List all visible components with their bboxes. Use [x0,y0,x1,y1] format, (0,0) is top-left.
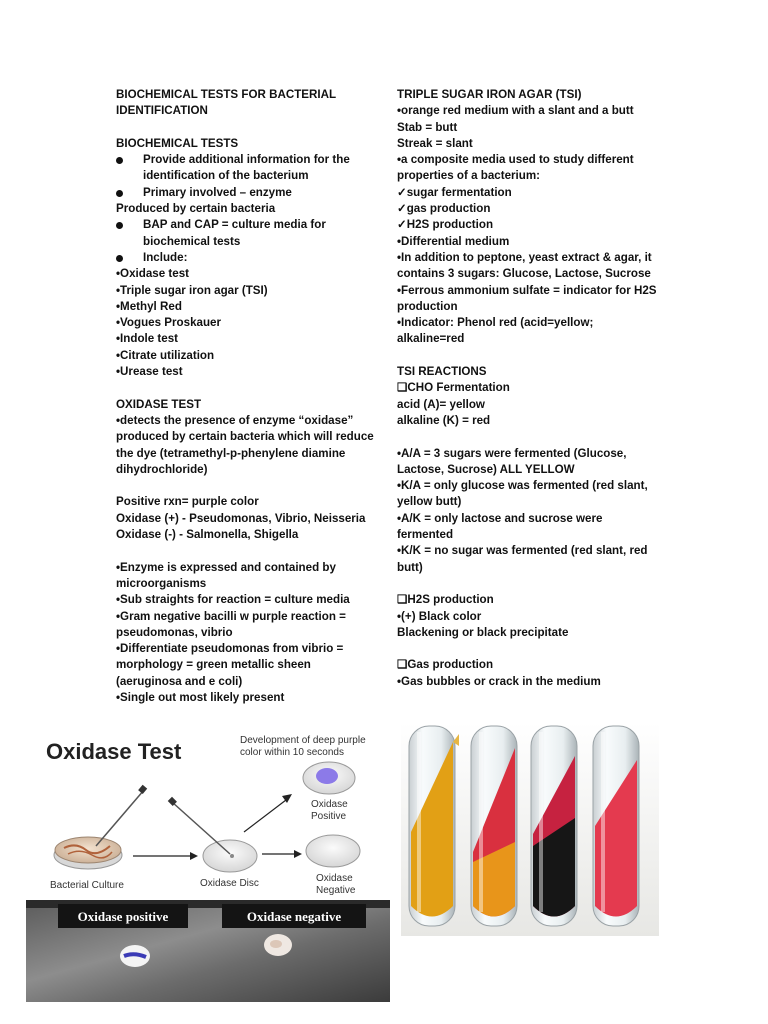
note-item: •Gram negative bacilli w purple reaction = pseudomonas, vibrio [116,609,346,639]
figure-title: Oxidase Test [46,739,182,764]
text-line: •Ferrous ammonium sulfate = indicator for H2S production [397,283,657,313]
subheading-cho: ❑CHO Fermentation [397,381,510,395]
test-item: •Oxidase test [116,267,190,281]
left-column [116,87,378,706]
bullet-icon [116,255,123,262]
list-item: Primary involved – enzyme [116,185,378,201]
bullet-icon [116,157,123,164]
reaction-item: •K/A = only glucose was fermented (red slant, yellow butt) [397,479,648,509]
list-item: Provide additional information for the identification of the bacterium [116,152,378,185]
photo-label-negative: Oxidase negative [246,909,342,924]
label-oxidase-positive-2: Positive [311,811,347,822]
section-heading-biochemical-tests: BIOCHEMICAL TESTS [116,136,239,150]
tube-k-a [471,726,517,926]
reaction-item: •A/A = 3 sugars were fermented (Glucose, Lactose, Sucrose) ALL YELLOW [397,446,627,476]
section-heading-tsi-reactions: TSI REACTIONS [397,365,487,379]
text-line: Oxidase (+) - Pseudomonas, Vibrio, Neisseria [116,511,366,525]
check-item: ✓gas production [397,202,491,216]
label-oxidase-positive-1: Oxidase [311,799,348,810]
test-item: •Methyl Red [116,299,182,313]
note-item: •Single out most likely present [116,690,285,704]
text-line: Stab = butt [397,120,458,134]
section-heading-oxidase-test: OXIDASE TEST [116,397,202,411]
bullet-icon [116,190,123,197]
petri-dish-icon [54,837,122,869]
text-line: alkaline (K) = red [397,413,491,427]
negative-disc-photo [264,934,292,956]
list-item: BAP and CAP = culture media for biochemical tests [116,217,378,250]
figure-note-2: color within 10 seconds [240,747,344,758]
test-item: •Citrate utilization [116,348,215,362]
negative-disc-icon [306,835,360,867]
subheading-h2s: ❑H2S production [397,593,494,607]
label-oxidase-disc: Oxidase Disc [200,878,259,889]
reaction-item: •K/K = no sugar was fermented (red slant, red butt) [397,544,648,574]
loop-icon [96,790,144,846]
check-item: ✓H2S production [397,218,494,232]
text-line: •In addition to peptone, yeast extract & agar, it contains 3 sugars: Glucose, Lactose, Sucrose [397,250,652,281]
test-item: •Urease test [116,365,183,379]
list-item: Include: [116,250,378,266]
note-item: •Sub straights for reaction = culture media [116,593,350,607]
text-line: •orange red medium with a slant and a butt [397,104,634,118]
test-item: •Vogues Proskauer [116,316,222,330]
doc-title-line-1: BIOCHEMICAL TESTS FOR BACTERIAL [116,88,337,101]
text-line: •a composite media used to study different properties of a bacterium: [397,153,634,183]
text-paragraph: •detects the presence of enzyme “oxidase” produced by certain bacteria which will reduce the dye (tetramethyl-p-phenylene diamine dihydrochloride) [116,413,374,476]
text-line: acid (A)= yellow [397,397,485,411]
text-line: Produced by certain bacteria [116,202,276,216]
text-line: •Indicator: Phenol red (acid=yellow; alkaline=red [397,316,594,346]
note-item: •Differentiate pseudomonas from vibrio = morphology = green metallic sheen (aeruginosa and e coli) [116,642,344,688]
text-line: •(+) Black color [397,609,482,623]
positive-disc-icon [303,762,355,794]
reaction-item: •A/K = only lactose and sucrose were fermented [397,511,603,542]
text-line: Streak = slant [397,136,473,150]
label-bacterial-culture: Bacterial Culture [50,880,124,891]
label-oxidase-negative-2: Negative [316,885,356,896]
label-oxidase-negative-1: Oxidase [316,873,353,884]
tube-a-a [409,726,459,926]
doc-title-line-2: IDENTIFICATION [116,104,208,118]
check-item: ✓sugar fermentation [397,185,512,199]
test-item: •Indole test [116,332,179,346]
text-line: Oxidase (-) - Salmonella, Shigella [116,528,299,542]
text-line: •Differential medium [397,234,510,248]
oxidase-test-diagram [40,728,386,900]
oxidase-disc-icon [203,840,257,872]
oxidase-result-photo [26,900,390,1002]
text-line: Blackening or black precipitate [397,625,569,639]
right-column [397,87,659,690]
text-line: Positive rxn= purple color [116,495,259,509]
photo-label-positive: Oxidase positive [77,909,169,924]
tube-h2s [531,726,577,926]
text-line: •Gas bubbles or crack in the medium [397,674,601,688]
note-item: •Enzyme is expressed and contained by microorganisms [116,560,336,590]
tube-k-k [593,726,639,926]
figure-note-1: Development of deep purple [240,735,366,746]
bullet-icon [116,222,123,229]
positive-disc-photo [120,945,150,967]
tsi-tubes-photo [401,722,659,936]
subheading-gas: ❑Gas production [397,658,494,672]
section-heading-tsi: TRIPLE SUGAR IRON AGAR (TSI) [397,88,582,101]
test-item: •Triple sugar iron agar (TSI) [116,283,268,297]
